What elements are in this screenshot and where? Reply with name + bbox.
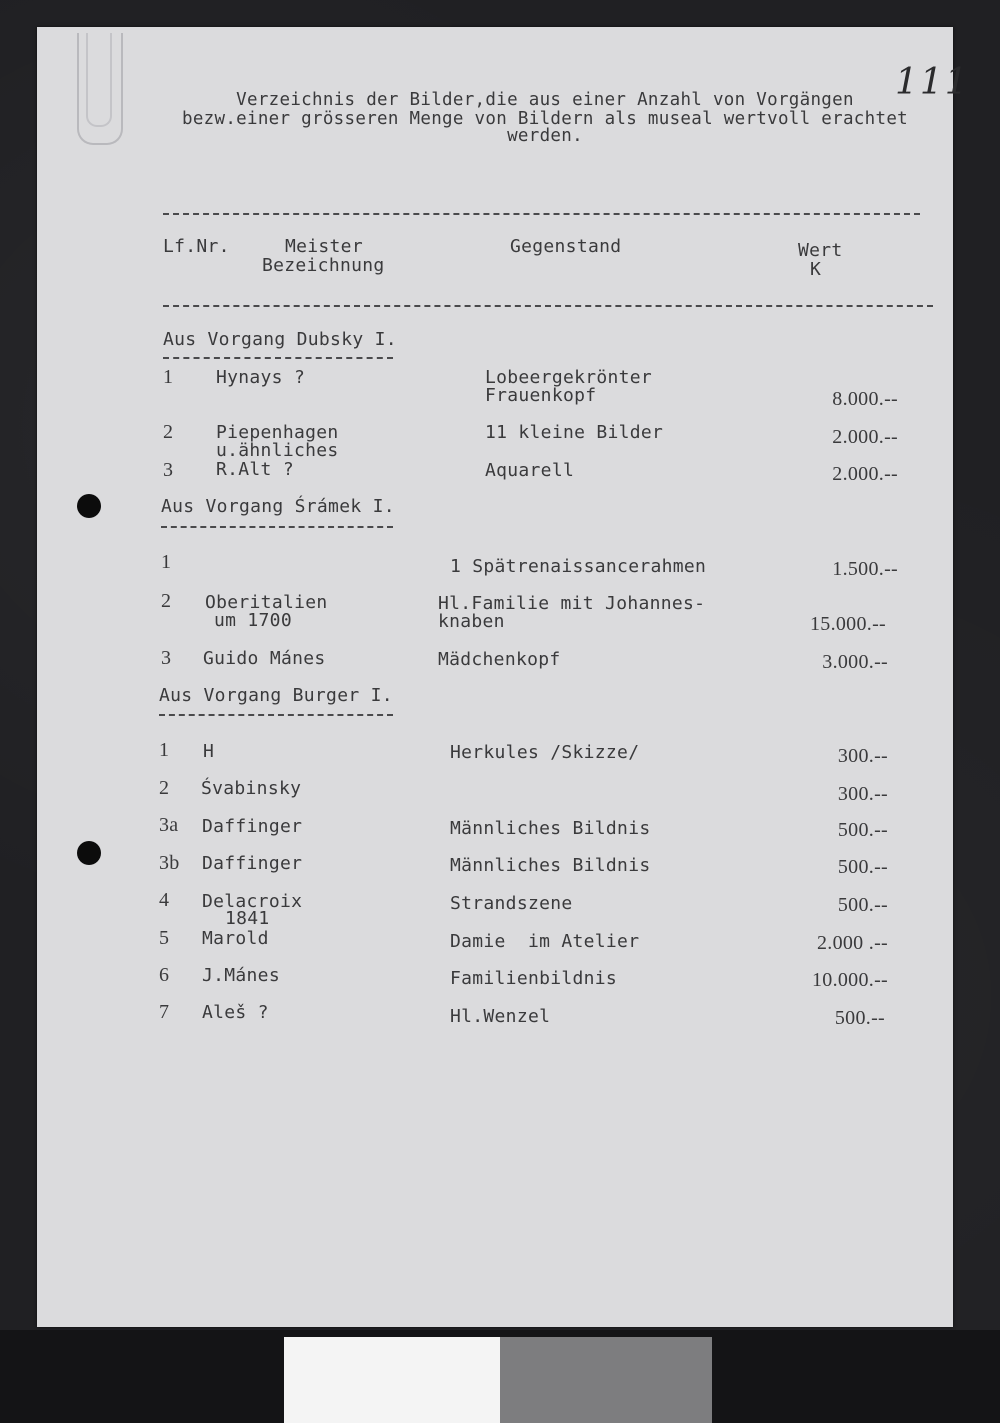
- gray-calibration-swatch: [500, 1337, 712, 1423]
- folio-number: 111: [895, 62, 970, 103]
- row-gegenstand-cont: knaben: [438, 611, 505, 632]
- row-number: 6: [159, 964, 170, 986]
- row-gegenstand: Familienbildnis: [450, 968, 618, 989]
- row-meister: Daffinger: [202, 853, 303, 874]
- header-rule-top: [163, 213, 920, 215]
- row-wert: 3.000.--: [822, 651, 888, 673]
- title-line-1: Verzeichnis der Bilder,die aus einer Anzahl von Vorgängen: [236, 90, 854, 110]
- row-gegenstand: Mädchenkopf: [438, 649, 561, 670]
- row-number: 3: [163, 459, 174, 481]
- paperclip-inner-loop: [86, 33, 112, 127]
- row-wert: 500.--: [837, 894, 888, 916]
- white-calibration-swatch: [284, 1337, 500, 1423]
- row-gegenstand: Aquarell: [485, 460, 575, 481]
- row-number: 3a: [159, 814, 179, 836]
- row-wert: 10.000.--: [811, 969, 888, 991]
- row-meister: Marold: [202, 928, 269, 949]
- row-gegenstand: Herkules /Skizze/: [450, 742, 640, 763]
- punch-hole: [77, 494, 101, 518]
- row-wert: 500.--: [837, 856, 888, 878]
- row-meister: H: [203, 741, 215, 762]
- row-number: 4: [159, 889, 170, 911]
- row-meister: Delacroix: [202, 891, 303, 912]
- row-gegenstand: Hl.Wenzel: [450, 1006, 551, 1027]
- row-meister: Oberitalien: [205, 592, 328, 613]
- row-gegenstand: Lobeergekrönter: [485, 367, 653, 388]
- row-number: 2: [163, 421, 174, 443]
- row-wert: 8.000.--: [832, 388, 898, 410]
- row-number: 1: [163, 366, 174, 388]
- header-bezeichnung: Bezeichnung: [262, 255, 385, 276]
- row-wert: 2.000.--: [832, 463, 898, 485]
- row-wert: 15.000.--: [809, 613, 886, 635]
- row-wert: 2.000.--: [832, 426, 898, 448]
- row-meister: Hynays ?: [216, 367, 306, 388]
- row-gegenstand: Strandszene: [450, 893, 573, 914]
- title-line-3: werden.: [507, 126, 583, 146]
- header-rule-bottom: [163, 305, 933, 307]
- section-heading-dubsky: Aus Vorgang Dubsky I.: [163, 329, 397, 350]
- punch-hole: [77, 841, 101, 865]
- section-heading-burger: Aus Vorgang Burger I.: [159, 685, 393, 706]
- row-meister: Aleš ?: [202, 1002, 269, 1023]
- row-number: 3b: [159, 852, 180, 874]
- section-underline: [161, 526, 393, 528]
- row-number: 1: [159, 739, 170, 761]
- row-meister: Daffinger: [202, 816, 303, 837]
- row-number: 5: [159, 927, 170, 949]
- row-gegenstand: Hl.Familie mit Johannes-: [438, 593, 706, 614]
- row-gegenstand: 11 kleine Bilder: [485, 422, 664, 443]
- section-heading-sramek: Aus Vorgang Śrámek I.: [161, 496, 395, 517]
- row-wert: 500.--: [837, 819, 888, 841]
- row-wert: 2.000 .--: [816, 932, 888, 954]
- row-meister: Piepenhagen: [216, 422, 339, 443]
- header-wert: Wert: [798, 240, 843, 261]
- row-gegenstand: Männliches Bildnis: [450, 855, 651, 876]
- row-number: 7: [159, 1001, 170, 1023]
- row-meister: J.Mánes: [202, 965, 280, 986]
- header-wert-unit: K: [810, 259, 822, 280]
- row-number: 2: [159, 777, 170, 799]
- row-meister-cont: um 1700: [214, 610, 292, 631]
- row-meister: Śvabinsky: [201, 778, 302, 799]
- header-gegenstand: Gegenstand: [510, 236, 622, 257]
- row-wert: 300.--: [837, 783, 888, 805]
- row-gegenstand: 1 Spätrenaissancerahmen: [450, 556, 707, 577]
- section-underline: [159, 714, 393, 716]
- section-underline: [163, 357, 393, 359]
- row-meister: R.Alt ?: [216, 459, 294, 480]
- row-gegenstand: Damie im Atelier: [450, 931, 640, 952]
- row-number: 1: [161, 551, 172, 573]
- row-wert: 500.--: [834, 1007, 885, 1029]
- row-gegenstand: Männliches Bildnis: [450, 818, 651, 839]
- header-lfnr: Lf.Nr.: [163, 236, 230, 257]
- title-line-2: bezw.einer grösseren Menge von Bildern als museal wertvoll erachtet: [181, 109, 908, 129]
- row-meister: Guido Mánes: [203, 648, 326, 669]
- row-number: 2: [161, 590, 172, 612]
- row-meister-cont: u.ähnliches: [216, 440, 339, 461]
- row-gegenstand-cont: Frauenkopf: [485, 385, 597, 406]
- row-wert: 1.500.--: [832, 558, 898, 580]
- document-page: [37, 27, 953, 1327]
- row-meister-cont: 1841: [225, 908, 270, 929]
- row-wert: 300.--: [837, 745, 888, 767]
- header-meister: Meister: [285, 236, 363, 257]
- row-number: 3: [161, 647, 172, 669]
